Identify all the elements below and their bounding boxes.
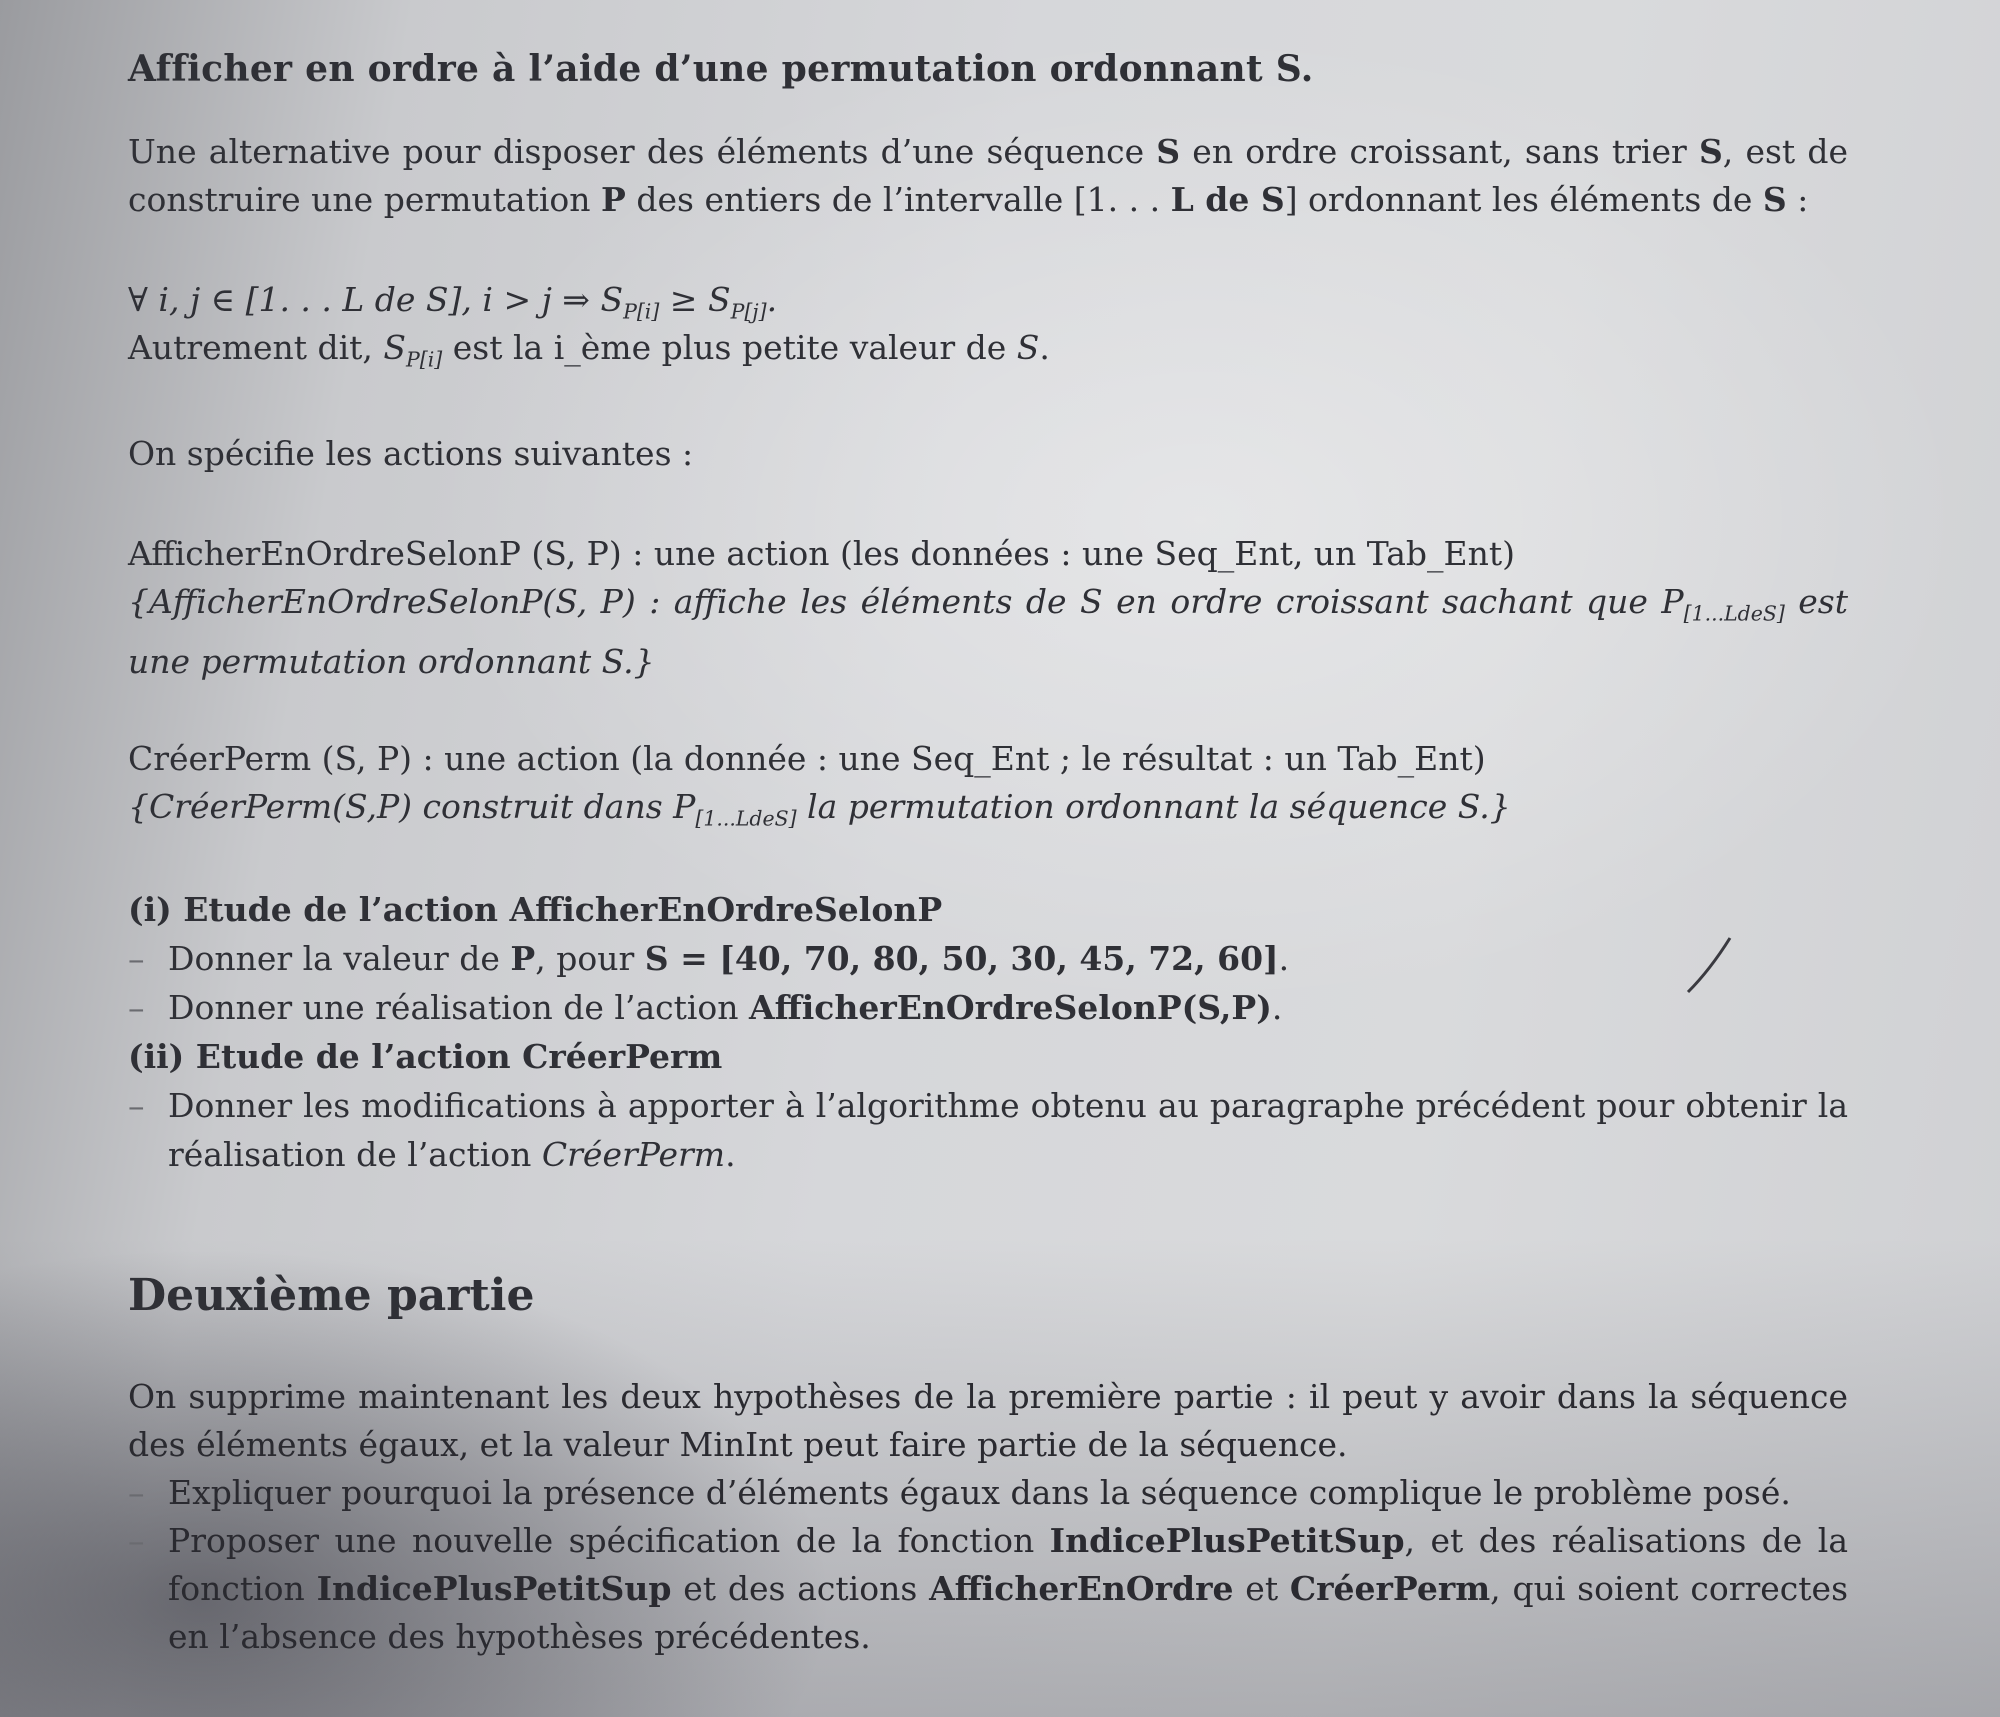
comment-subscript: [1...LdeS] bbox=[695, 806, 797, 831]
function-name: IndicePlusPetitSup bbox=[1049, 1521, 1405, 1560]
study-questions bbox=[128, 885, 1848, 1179]
symbol-S: S bbox=[1762, 180, 1787, 219]
part2-paragraph: On supprime maintenant les deux hypothèses de la première partie : il peut y avoir dans la séquence des éléments égaux, et la valeur MinInt peut faire partie de la séquence. bbox=[128, 1377, 1848, 1464]
study-i-item-1 bbox=[128, 934, 1848, 983]
symbol-S: S bbox=[1156, 132, 1181, 171]
action-signature: AfficherEnOrdreSelonP (S, P) : une action (les données : une Seq_Ent, un Tab_Ent) bbox=[128, 534, 1516, 573]
item-text: et des actions bbox=[671, 1569, 930, 1608]
symbol-S: S bbox=[1016, 328, 1040, 367]
symbol-P: P bbox=[510, 939, 536, 978]
comment-text: {AfficherEnOrdreSelonP(S, P) : affiche les éléments de S en ordre croissant sachant que P bbox=[128, 582, 1684, 621]
study-ii-item-1 bbox=[128, 1081, 1848, 1179]
formula-subscript: P[j] bbox=[730, 299, 767, 324]
symbol-S: S bbox=[1698, 132, 1723, 171]
action-creerperm-spec bbox=[128, 735, 1848, 843]
comment-subscript: [1...LdeS] bbox=[1683, 601, 1785, 626]
part2-item-1: – Expliquer pourquoi la présence d’éléments égaux dans la séquence complique le problème posé. bbox=[128, 1469, 1848, 1517]
item-text: Donner une réalisation de l’action bbox=[168, 988, 750, 1027]
sequence-value: S = [40, 70, 80, 50, 30, 45, 72, 60] bbox=[644, 939, 1279, 978]
comment-text: est une permutation ordonnant S.} bbox=[128, 582, 1848, 681]
section-title: Afficher en ordre à l’aide d’une permutation ordonnant S. bbox=[128, 48, 1314, 90]
study-i-item-2 bbox=[128, 983, 1848, 1032]
part2-body bbox=[128, 1373, 1848, 1661]
formula-text: ≥ S bbox=[659, 280, 731, 319]
item-text: et bbox=[1233, 1569, 1290, 1608]
action-name: CréerPerm bbox=[541, 1135, 726, 1174]
restated-text: Autrement dit, bbox=[128, 328, 384, 367]
comment-text: la permutation ordonnant la séquence S.} bbox=[796, 787, 1511, 826]
action-name: CréerPerm bbox=[1289, 1569, 1491, 1608]
intro-text: Une alternative pour disposer des éléments d’une séquence bbox=[128, 132, 1157, 171]
intro-text: , est de construire une permutation bbox=[128, 132, 1848, 219]
pen-stroke-mark bbox=[1680, 930, 1740, 1000]
item-text: , pour bbox=[535, 939, 645, 978]
action-name: AfficherEnOrdreSelonP(S,P) bbox=[749, 988, 1272, 1027]
action-comment bbox=[128, 578, 1848, 686]
item-text: Donner la valeur de bbox=[168, 939, 511, 978]
item-text: Proposer une nouvelle spécification de la fonction bbox=[168, 1521, 1050, 1560]
intro-text: ] ordonnant les éléments de bbox=[1284, 180, 1763, 219]
restated-sentence bbox=[128, 324, 1848, 384]
formula-text: ∀ i, j ∈ [1. . . L de S], i > j ⇒ S bbox=[128, 280, 624, 319]
study-ii-title: (ii) Etude de l’action CréerPerm bbox=[128, 1037, 723, 1076]
restated-text: est la i_ème plus petite valeur de bbox=[442, 328, 1017, 367]
part-title: Deuxième partie bbox=[128, 1270, 535, 1321]
comment-text: {CréerPerm(S,P) construit dans P bbox=[128, 787, 696, 826]
intro-text: en ordre croissant, sans trier bbox=[1180, 132, 1699, 171]
formula-text: . bbox=[766, 280, 778, 319]
symbol-S: S bbox=[383, 328, 407, 367]
item-text: , et des réalisations de la fonction bbox=[168, 1521, 1848, 1608]
action-afficher-spec bbox=[128, 530, 1848, 686]
intro-text: : bbox=[1786, 180, 1809, 219]
item-text: , qui soient correctes en l’absence des hypothèses précédentes. bbox=[168, 1569, 1848, 1656]
function-name: IndicePlusPetitSup bbox=[316, 1569, 672, 1608]
item-text: . bbox=[1271, 988, 1283, 1027]
restated-subscript: P[i] bbox=[406, 347, 443, 372]
restated-text: . bbox=[1039, 328, 1050, 367]
action-comment bbox=[128, 783, 1848, 843]
part2-item-2 bbox=[128, 1517, 1848, 1661]
intro-paragraph bbox=[128, 128, 1848, 224]
item-text: . bbox=[725, 1135, 736, 1174]
study-i-title: (i) Etude de l’action AfficherEnOrdreSelonP bbox=[128, 890, 943, 929]
item-text: Donner les modifications à apporter à l’algorithme obtenu au paragraphe précédent pour obtenir la réalisation de l’action bbox=[168, 1086, 1848, 1174]
action-name: AfficherEnOrdre bbox=[929, 1569, 1234, 1608]
symbol-LdeS: L de S bbox=[1170, 180, 1285, 219]
intro-text: des entiers de l’intervalle [1. . . bbox=[625, 180, 1171, 219]
formula-subscript: P[i] bbox=[623, 299, 660, 324]
symbol-P: P bbox=[601, 180, 626, 219]
action-signature: CréerPerm (S, P) : une action (la donnée : une Seq_Ent ; le résultat : un Tab_Ent) bbox=[128, 739, 1486, 778]
item-text: . bbox=[1278, 939, 1290, 978]
spec-intro: On spécifie les actions suivantes : bbox=[128, 434, 694, 473]
